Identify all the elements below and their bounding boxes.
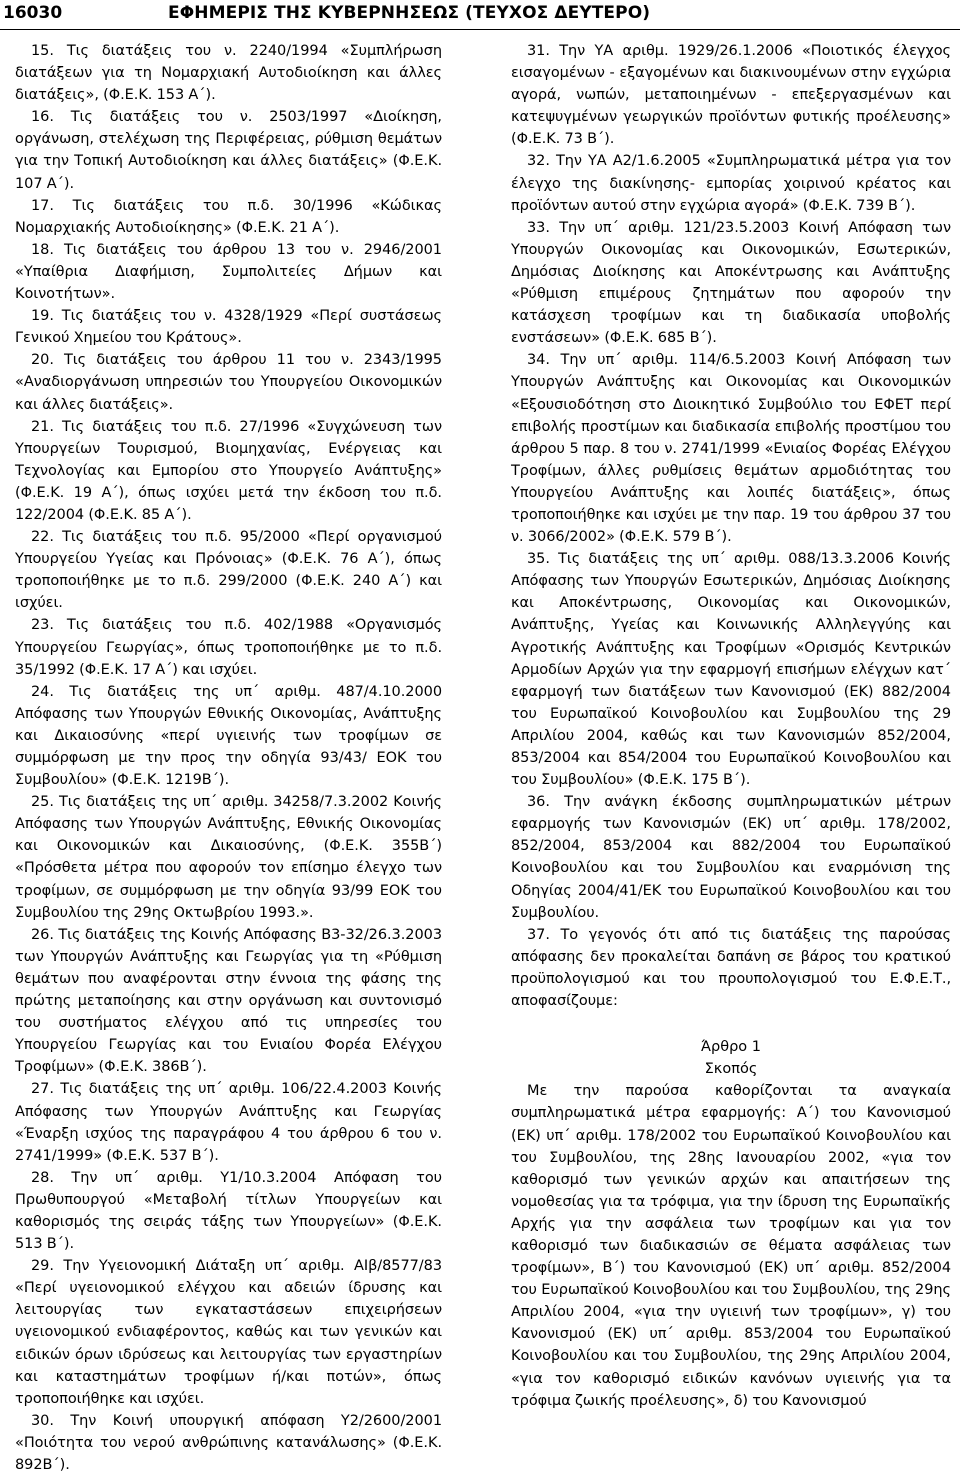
article-body: Με την παρούσα καθορίζονται τα αναγκαία συμπληρωματικά μέτρα εφαρμογής: Α΄) του Κανονισμού (ΕΚ) υπ΄ αριθμ. 178/2002 του Ευρωπαϊκού Κοινοβουλίου και του Συμβουλίου, της 28ης Ιανουαρίου 2002, «για τον καθορισμό των γενικών αρχών και απαιτήσεων της νομοθεσίας για τα τρόφιμα, για την ίδρυση της Ευρωπαϊκής Αρχής για την ασφάλεια των τροφίμων και για τον καθορισμό των διαδικασιών σε θέματα ασφάλειας των τροφίμων», Β΄) του Κανονισμού (ΕΚ) υπ΄ αριθμ. 852/2004 του Ευρωπαϊκού Κοινοβουλίου και του Συμβουλίου, της 29ης Απριλίου 2004, «για την υγιεινή των τροφίμων», γ) του Κανονισμού (ΕΚ) υπ΄ αριθμ. 853/2004 του Ευρωπαϊκού Κοινοβουλίου και του Συμβουλίου, της 29ης Απριλίου 2004, «για τον καθορισμό ειδικών κανόνων υγιεινής για τα τρόφιμα ζωικής προέλευσης», δ) του Κανονισμού: [511, 1083, 951, 1409]
left-column: [15, 40, 442, 1476]
page-number: 16030: [3, 3, 63, 23]
right-column: [511, 40, 951, 1412]
paragraph-20: 20. Τις διατάξεις του άρθρου 11 του ν. 2343/1995 «Αναδιοργάνωση υπηρεσιών του Υπουργείου Οικονομικών και άλλες διατάξεις».: [15, 352, 442, 413]
paragraph-37: 37. Το γεγονός ότι από τις διατάξεις της παρούσας απόφασης δεν προκαλείται δαπάνη σε βάρος του κρατικού προϋπολογισμού και του προυπολογισμού του Ε.Φ.Ε.Τ., αποφασίζουμε:: [511, 926, 951, 1010]
paragraph-21: 21. Τις διατάξεις του π.δ. 27/1996 «Συγχώνευση των Υπουργείων Τουρισμού, Βιομηχανίας, Ενέργειας και Τεχνολογίας και Εμπορίου στο Υπουργείο Ανάπτυξης» (Φ.Ε.Κ. 19 Α΄), όπως ισχύει μετά την έκδοση του π.δ. 122/2004 (Φ.Ε.Κ. 85 Α΄).: [15, 418, 442, 523]
paragraph-22: 22. Τις διατάξεις του π.δ. 95/2000 «Περί οργανισμού Υπουργείου Υγείας και Πρόνοιας» (Φ.Ε.Κ. 76 Α΄), όπως τροποποιήθηκε με το π.δ. 299/2000 (Φ.Ε.Κ. 240 Α΄) και ισχύει.: [15, 529, 442, 612]
paragraph-15: 15. Τις διατάξεις του ν. 2240/1994 «Συμπλήρωση διατάξεων για τη Νομαρχιακή Αυτοδιοίκηση και άλλες διατάξεις», (Φ.Ε.Κ. 153 Α΄).: [15, 43, 442, 104]
paragraph-31: 31. Την ΥΑ αριθμ. 1929/26.1.2006 «Ποιοτικός έλεγχος εισαγομένων - εξαγομένων και διακινουμένων στην εγχώρια αγορά, νωπών, μεταποιημένων - επεξεργασμένων και κατεψυγμένων γεωργικών προϊόντων φυτικής προέλευσης» (Φ.Ε.Κ. 73 Β΄).: [511, 43, 951, 148]
article-title: Άρθρο 1: [700, 1039, 762, 1056]
paragraph-36: 36. Την ανάγκη έκδοσης συμπληρωματικών μέτρων εφαρμογής των Κανονισμών (ΕΚ) υπ΄ αριθμ. 178/2002, 852/2004, 853/2004 και 882/2004 του Ευρωπαϊκού Κοινοβουλίου και του Συμβουλίου και εναρμόνιση της Οδηγίας 2004/41/ΕΚ του Ευρωπαϊκού Κοινοβουλίου και του Συμβουλίου.: [511, 794, 951, 921]
paragraph-29: 29. Την Υγειονομική Διάταξη υπ΄ αριθμ. ΑΙβ/8577/83 «Περί υγειονομικού ελέγχου και αδειών ίδρυσης και λειτουργίας των εγκαταστάσεων επιχειρήσεων υγειονομικού ενδιαφέροντος, καθώς και των γενικών και ειδικών όρων ιδρύσεως και λειτουργίας των εργαστηρίων και καταστημάτων τροφίμων ή/και ποτών», όπως τροποποιήθηκε και ισχύει.: [15, 1258, 442, 1407]
paragraph-18: 18. Τις διατάξεις του άρθρου 13 του ν. 2946/2001 «Υπαίθρια Διαφήμιση, Συμπολιτείες Δήμων και Κοινοτήτων».: [15, 241, 442, 303]
page-header: [0, 0, 960, 40]
paragraph-28: 28. Την υπ΄ αριθμ. Υ1/10.3.2004 Απόφαση του Πρωθυπουργού «Μεταβολή τίτλων Υπουργείων και καθορισμός της σειράς τάξης των Υπουργείων» (Φ.Ε.Κ. 513 Β΄).: [15, 1169, 442, 1253]
paragraph-16: 16. Τις διατάξεις του ν. 2503/1997 «Διοίκηση, οργάνωση, στελέχωση της Περιφέρειας, ρύθμιση θεμάτων για την Τοπική Αυτοδιοίκηση και άλλες διατάξεις» (Φ.Ε.Κ. 107 Α΄).: [15, 109, 442, 192]
header-rule: [0, 29, 960, 30]
paragraph-34: 34. Την υπ΄ αριθμ. 114/6.5.2003 Κοινή Απόφαση των Υπουργών Ανάπτυξης και Οικονομίας και Οικονομικών «Εξουσιοδότηση στο Διοικητικό Συμβούλιο του ΕΦΕΤ περί επιβολής προστίμων και διαδικασία επιβολής προστίμου του άρθρου 5 παρ. 8 του ν. 2741/1999 «Ενιαίος Φορέας Ελέγχου Τροφίμων, άλλες ρυθμίσεις θεμάτων αρμοδιότητας του Υπουργείου Ανάπτυξης και λοιπές διατάξεις», όπως τροποποιήθηκε και ισχύει με την παρ. 19 του άρθρου 37 του ν. 3066/2002» (Φ.Ε.Κ. 579 Β΄).: [511, 352, 951, 546]
paragraph-35: 35. Τις διατάξεις της υπ΄ αριθμ. 088/13.3.2006 Κοινής Απόφασης των Υπουργών Εσωτερικών, Δημόσιας Διοίκησης και Αποκέντρωσης, Οικονομίας και Οικονομικών, Ανάπτυξης, Υγείας και Κοινωνικής Αλληλεγγύης και Αγροτικής Ανάπτυξης και Τροφίμων «Ορισμός Κεντρικών Αρμοδίων Αρχών για την εφαρμογή επισήμων ελέγχων κατ΄ εφαρμογή των διατάξεων των Κανονισμού (ΕΚ) 882/2004 του Ευρωπαϊκού Κοινοβουλίου και Συμβουλίου της 29 Απριλίου 2004, καθώς και των Κανονισμών 852/2004, 853/2004 και 854/2004 του Ευρωπαϊκού Κοινοβουλίου και του Συμβουλίου» (Φ.Ε.Κ. 175 Β΄).: [511, 551, 951, 789]
article-subtitle: Σκοπός: [704, 1061, 758, 1078]
paragraph-19: 19. Τις διατάξεις του ν. 4328/1929 «Περί συστάσεως Γενικού Χημείου του Κράτους».: [15, 308, 442, 347]
article-heading: [511, 1036, 951, 1080]
paragraph-32: 32. Την ΥΑ Α2/1.6.2005 «Συμπληρωματικά μέτρα για τον έλεγχο της διακίνησης- εμπορίας χοιρινού κρέατος και προϊόντων αυτού στην εγχώρια αγορά» (Φ.Ε.Κ. 739 Β΄).: [511, 153, 951, 214]
paragraph-27: 27. Τις διατάξεις της υπ΄ αριθμ. 106/22.4.2003 Κοινής Απόφασης των Υπουργών Ανάπτυξης και Γεωργίας «Έναρξη ισχύος της παραγράφου 4 του άρθρου 6 του ν. 2741/1999» (Φ.Ε.Κ. 537 Β΄).: [15, 1081, 442, 1164]
paragraph-30: 30. Την Κοινή υπουργική απόφαση Υ2/2600/2001 «Ποιότητα του νερού ανθρώπινης κατανάλωσης» (Φ.Ε.Κ. 892Β΄).: [15, 1412, 442, 1473]
paragraph-25: 25. Τις διατάξεις της υπ΄ αριθμ. 34258/7.3.2002 Κοινής Απόφασης των Υπουργών Ανάπτυξης, Εθνικής Οικονομίας και Οικονομικών και Δικαιοσύνης, (Φ.Ε.Κ. 355Β΄) «Πρόσθετα μέτρα που αφορούν τον επίσημο έλεγχο των τροφίμων, σε συμμόρφωση με την οδηγία 93/99 ΕΟΚ του Συμβουλίου της 29ης Οκτωβρίου 1993.».: [15, 794, 442, 921]
paragraph-33: 33. Την υπ΄ αριθμ. 121/23.5.2003 Κοινή Απόφαση των Υπουργών Οικονομίας και Οικονομικών, Εσωτερικών, Δημόσιας Διοίκησης και Αποκέντρωσης και Ανάπτυξης «Ρύθμιση επιμέρους ζητημάτων που αφορούν την κατάσχεση τροφίμων και τη διαδικασία υποβολής ενστάσεων» (Φ.Ε.Κ. 685 Β΄).: [511, 219, 951, 347]
paragraph-17: 17. Τις διατάξεις του π.δ. 30/1996 «Κώδικας Νομαρχιακής Αυτοδιοίκησης» (Φ.Ε.Κ. 21 Α΄).: [15, 197, 442, 236]
paragraph-23: 23. Τις διατάξεις του π.δ. 402/1988 «Οργανισμός Υπουργείου Γεωργίας», όπως τροποποιήθηκε με το π.δ. 35/1992 (Φ.Ε.Κ. 17 Α΄) και ισχύει.: [15, 617, 442, 678]
paragraph-26: 26. Τις διατάξεις της Κοινής Απόφασης Β3-32/26.3.2003 των Υπουργών Ανάπτυξης και Γεωργίας για τη «Ρύθμιση θεμάτων που αναφέρονται στην έννοια της φάσης της πρώτης μεταποίησης και στην οργάνωση και συντονισμό του συστήματος ελέγχου από τις υπηρεσίες του Υπουργείου Γεωργίας και του Ενιαίου Φορέα Ελέγχου Τροφίμων» (Φ.Ε.Κ. 386Β΄).: [15, 926, 442, 1076]
paragraph-24: 24. Τις διατάξεις της υπ΄ αριθμ. 487/4.10.2000 Απόφασης των Υπουργών Εθνικής Οικονομίας, Ανάπτυξης και Δικαιοσύνης «περί υγιεινής των τροφίμων σε συμμόρφωση με την προς την οδηγία 93/43/ ΕΟΚ του Συμβουλίου» (Φ.Ε.Κ. 1219Β΄).: [15, 683, 442, 789]
gazette-title: ΕΦΗΜΕΡΙΣ ΤΗΣ ΚΥΒΕΡΝΗΣΕΩΣ (ΤΕΥΧΟΣ ΔΕΥΤΕΡΟ): [168, 3, 651, 23]
